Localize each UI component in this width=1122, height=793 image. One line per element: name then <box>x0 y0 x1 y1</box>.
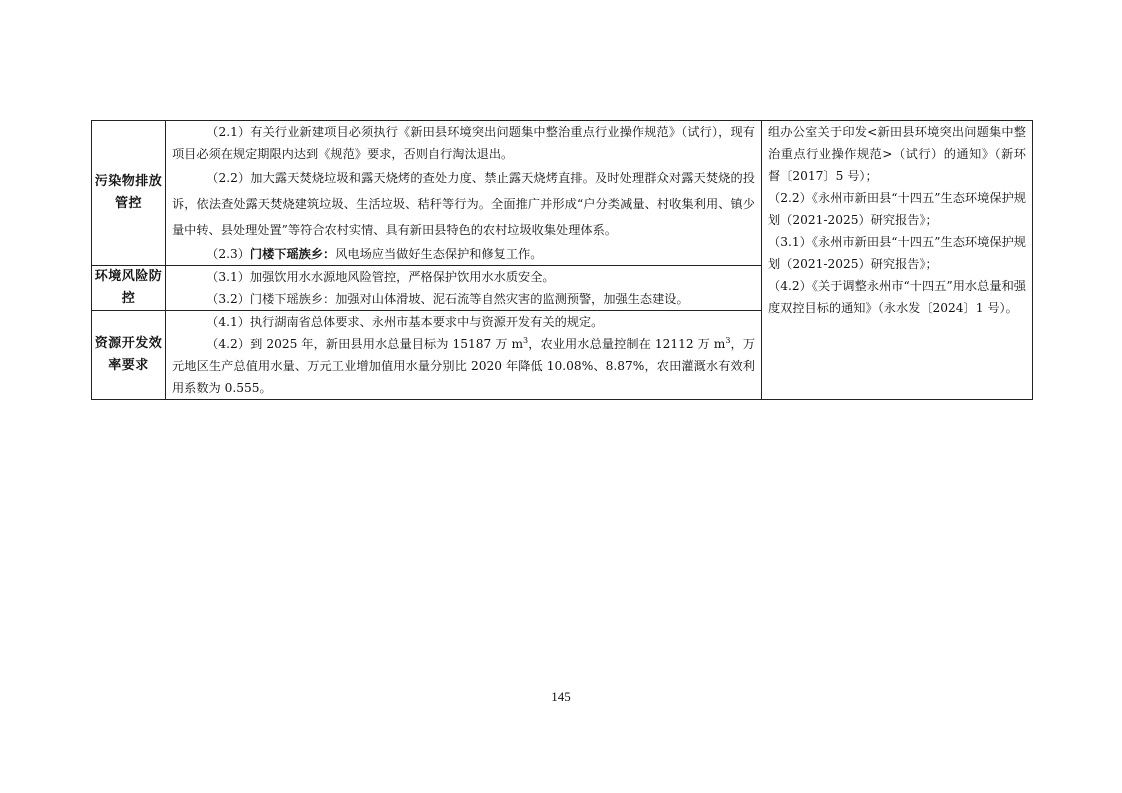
item-2-3 <box>166 243 761 265</box>
item-4-2-part-a: （4.2）到 2025 年，新田县用水总量目标为 15187 万 m <box>206 337 524 351</box>
reference-item: 组办公室关于印发<新田县环境突出问题集中整治重点行业操作规范>（试行）的通知》（新环督〔2017〕5 号）； <box>768 125 1026 183</box>
pollutant-emission-content <box>166 121 762 266</box>
references-cell <box>762 121 1033 400</box>
category-pollutant-emission: 污染物排放管控 <box>92 121 166 266</box>
category-resource-efficiency: 资源开发效率要求 <box>92 311 166 400</box>
item-4-2-part-c: ，万元地区生产总值用水量、万元工业增加值用水量分别比 2020 年降低 10.08%、8.87%，农田灌溉水有效利用系数为 0.555。 <box>172 337 756 395</box>
reference-item: （2.2）《永州市新田县“十四五”生态环境保护规划（2021-2025）研究报告》； <box>768 191 1026 227</box>
reference-item: （3.1）《永州市新田县“十四五”生态环境保护规划（2021-2025）研究报告》； <box>768 235 1026 271</box>
page-number: 145 <box>551 689 571 704</box>
item-2-3-label: （2.3） <box>206 247 250 261</box>
table-row <box>92 121 1033 266</box>
item-4-1: （4.1）执行湖南省总体要求、永州市基本要求中与资源开发有关的规定。 <box>206 315 604 329</box>
item-2-1: （2.1）有关行业新建项目必须执行《新田县环境突出问题集中整治重点行业操作规范》（试行），现有项目必须在规定期限内达到《规范》要求，否则自行淘汰退出。 <box>172 125 755 161</box>
resource-efficiency-content <box>166 311 762 400</box>
item-4-2 <box>166 333 761 399</box>
item-3-2: （3.2）门楼下瑶族乡：加强对山体滑坡、泥石流等自然灾害的监测预警，加强生态建设。 <box>206 292 689 306</box>
reference-item: （4.2）《关于调整永州市“十四五”用水总量和强度双控目标的通知》（永水发〔2024〕1 号）。 <box>768 279 1026 315</box>
item-4-2-part-b: ，农业用水总量控制在 12112 万 m <box>528 337 726 351</box>
item-3-1: （3.1）加强饮用水水源地风险管控，严格保护饮用水水质安全。 <box>206 270 555 284</box>
requirements-table <box>91 120 1033 400</box>
superscript: 3 <box>523 335 529 345</box>
item-2-3-text: 风电场应当做好生态保护和修复工作。 <box>335 247 543 261</box>
superscript: 3 <box>725 335 731 345</box>
item-2-3-place: 门楼下瑶族乡： <box>249 247 336 261</box>
environmental-risk-content <box>166 266 762 311</box>
item-2-2: （2.2）加大露天焚烧垃圾和露天烧烤的查处力度、禁止露天烧烤直排。及时处理群众对露天焚烧的投诉，依法查处露天焚烧建筑垃圾、生活垃圾、秸秆等行为。全面推广并形成“户分类减量、村收集利用、镇少量中转、县处理处置”等符合农村实情、具有新田县特色的农村垃圾收集处理体系。 <box>172 171 755 237</box>
category-environmental-risk: 环境风险防控 <box>92 266 166 311</box>
